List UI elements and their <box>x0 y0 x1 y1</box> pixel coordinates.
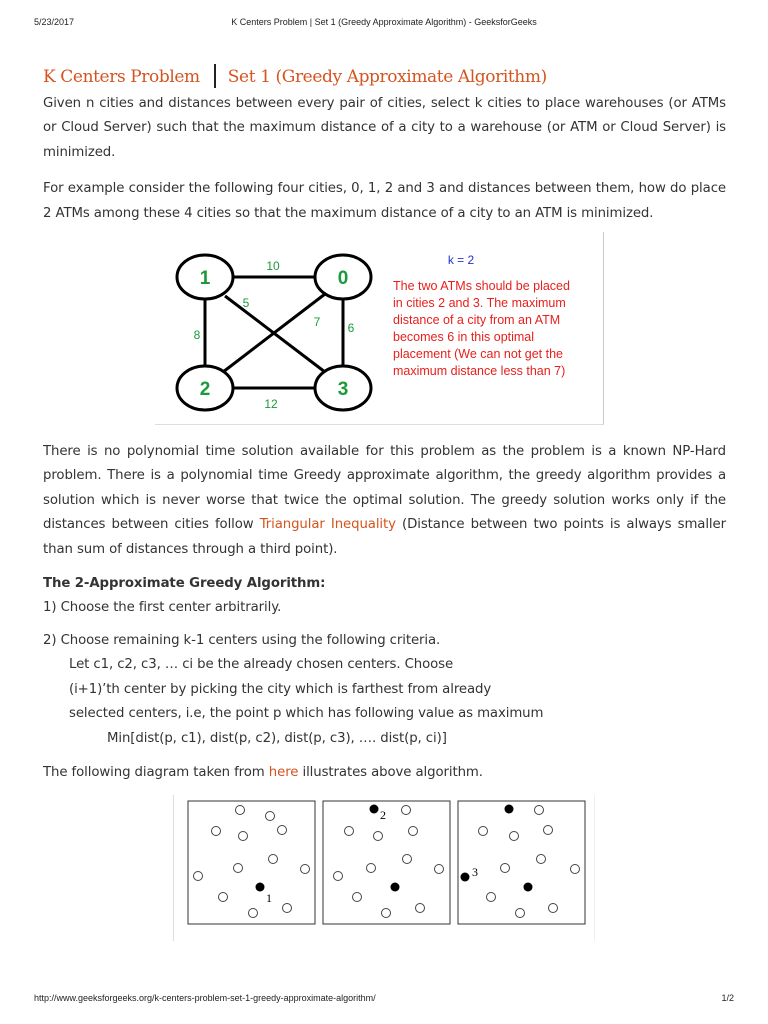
center-1 <box>391 883 400 892</box>
edge-label-2-3: 12 <box>264 397 278 411</box>
node-0-label: 0 <box>337 268 349 289</box>
point <box>269 855 278 864</box>
point <box>374 832 383 841</box>
np-hard-text-end: (Distance between two points is always smaller than sum of distances through a third point). <box>43 517 726 557</box>
point <box>416 904 425 913</box>
point <box>353 893 362 902</box>
step-1: 1) Choose the first center arbitrarily. <box>43 600 282 616</box>
point <box>402 806 411 815</box>
panel-2-label: 2 <box>380 808 386 822</box>
diagram-intro-text-end: illustrates above algorithm. <box>298 764 483 780</box>
center-2 <box>370 805 379 814</box>
point <box>249 909 258 918</box>
point <box>301 865 310 874</box>
step-2: 2) Choose remaining k-1 centers using the following criteria. <box>43 632 441 648</box>
panel-1-label: 1 <box>266 891 272 905</box>
node-1-label: 1 <box>199 268 211 289</box>
point <box>239 832 248 841</box>
point <box>212 827 221 836</box>
page-number: 1/2 <box>721 993 734 1003</box>
point <box>535 806 544 815</box>
point <box>367 864 376 873</box>
edge-label-1-2: 8 <box>193 328 201 342</box>
center-1 <box>524 883 533 892</box>
center-2 <box>505 805 514 814</box>
point <box>283 904 292 913</box>
step-2-line-2: (i+1)’th center by picking the city which is farthest from already <box>69 681 492 697</box>
panel-3-frame <box>458 801 585 924</box>
step-2-line-3: selected centers, i.e, the point p which has following value as maximum <box>69 706 544 722</box>
edge-label-1-0: 10 <box>266 259 280 273</box>
print-title: K Centers Problem | Set 1 (Greedy Approximate Algorithm) - GeeksforGeeks <box>231 17 537 27</box>
heading-separator <box>214 64 216 88</box>
example-paragraph: For example consider the following four cities, 0, 1, 2 and 3 and distances between them, how do place 2 ATMs among these 4 cities so that the maximum distance of a city to an ATM is minimized. <box>43 181 726 221</box>
point <box>234 864 243 873</box>
edge-label-1-3: 5 <box>242 296 250 310</box>
point <box>510 832 519 841</box>
panel-2-frame <box>323 801 450 924</box>
np-hard-paragraph <box>43 440 726 562</box>
point <box>266 812 275 821</box>
print-header <box>34 17 734 31</box>
print-date: 5/23/2017 <box>34 17 75 27</box>
diagram-intro-text: The following diagram taken from <box>43 764 269 780</box>
city-graph-figure <box>155 232 604 425</box>
point <box>194 872 203 881</box>
intro-paragraph: Given n cities and distances between every pair of cities, select k cities to place warehouses (or ATMs or Cloud Server) such that the maximum distance of a city to a warehouse (or ATM or Cloud Server) is minimized. <box>43 96 726 160</box>
point <box>501 864 510 873</box>
heading-main: K Centers Problem <box>43 67 200 87</box>
panel-1-frame <box>188 801 315 924</box>
node-2-label: 2 <box>199 379 211 400</box>
point <box>516 909 525 918</box>
note-line-6: maximum distance less than 7) <box>393 364 566 378</box>
step-2-formula: Min[dist(p, c1), dist(p, c2), dist(p, c3), …. dist(p, ci)] <box>107 730 447 746</box>
edge-label-0-2: 7 <box>313 315 321 329</box>
point <box>479 827 488 836</box>
note-line-5: placement (We can not get the <box>393 347 564 361</box>
center-3 <box>461 873 470 882</box>
center-1 <box>256 883 265 892</box>
panel-3-label: 3 <box>472 865 478 879</box>
city-graph-svg <box>155 232 603 424</box>
point <box>219 893 228 902</box>
point <box>435 865 444 874</box>
algorithm-title: The 2-Approximate Greedy Algorithm: <box>43 576 326 592</box>
here-link[interactable]: here <box>268 764 299 780</box>
point <box>571 865 580 874</box>
triangular-inequality-link[interactable]: Triangular Inequality <box>259 517 396 533</box>
greedy-steps-figure <box>173 795 595 941</box>
point <box>487 893 496 902</box>
note-line-3: distance of a city from an ATM <box>393 313 561 327</box>
node-3-label: 3 <box>337 379 349 400</box>
point <box>409 827 418 836</box>
heading-sub: Set 1 (Greedy Approximate Algorithm) <box>227 67 547 87</box>
point <box>537 855 546 864</box>
print-footer <box>34 993 734 1007</box>
point <box>236 806 245 815</box>
np-hard-text: There is no polynomial time solution available for this problem as the problem is a known NP-Hard problem. There is a polynomial time Greedy approximate algorithm, the greedy algorithm provides a solution which is never worse that twice the optimal solution. The greedy solution works only if the distances between cities follow <box>43 444 726 533</box>
point <box>549 904 558 913</box>
point <box>334 872 343 881</box>
print-url: http://www.geeksforgeeks.org/k-centers-problem-set-1-greedy-approximate-algorithm/ <box>34 993 376 1003</box>
k-label: k = 2 <box>447 253 475 267</box>
point <box>544 826 553 835</box>
point <box>278 826 287 835</box>
point <box>403 855 412 864</box>
diagram-intro <box>43 761 726 785</box>
edge-label-0-3: 6 <box>347 321 355 335</box>
point <box>345 827 354 836</box>
note-line-1: The two ATMs should be placed <box>393 279 570 293</box>
greedy-steps-svg <box>174 795 594 941</box>
article-heading <box>43 62 726 92</box>
note-line-2: in cities 2 and 3. The maximum <box>393 296 566 310</box>
step-2-line-1: Let c1, c2, c3, … ci be the already chosen centers. Choose <box>69 657 454 673</box>
point <box>382 909 391 918</box>
note-line-4: becomes 6 in this optimal <box>393 330 535 344</box>
